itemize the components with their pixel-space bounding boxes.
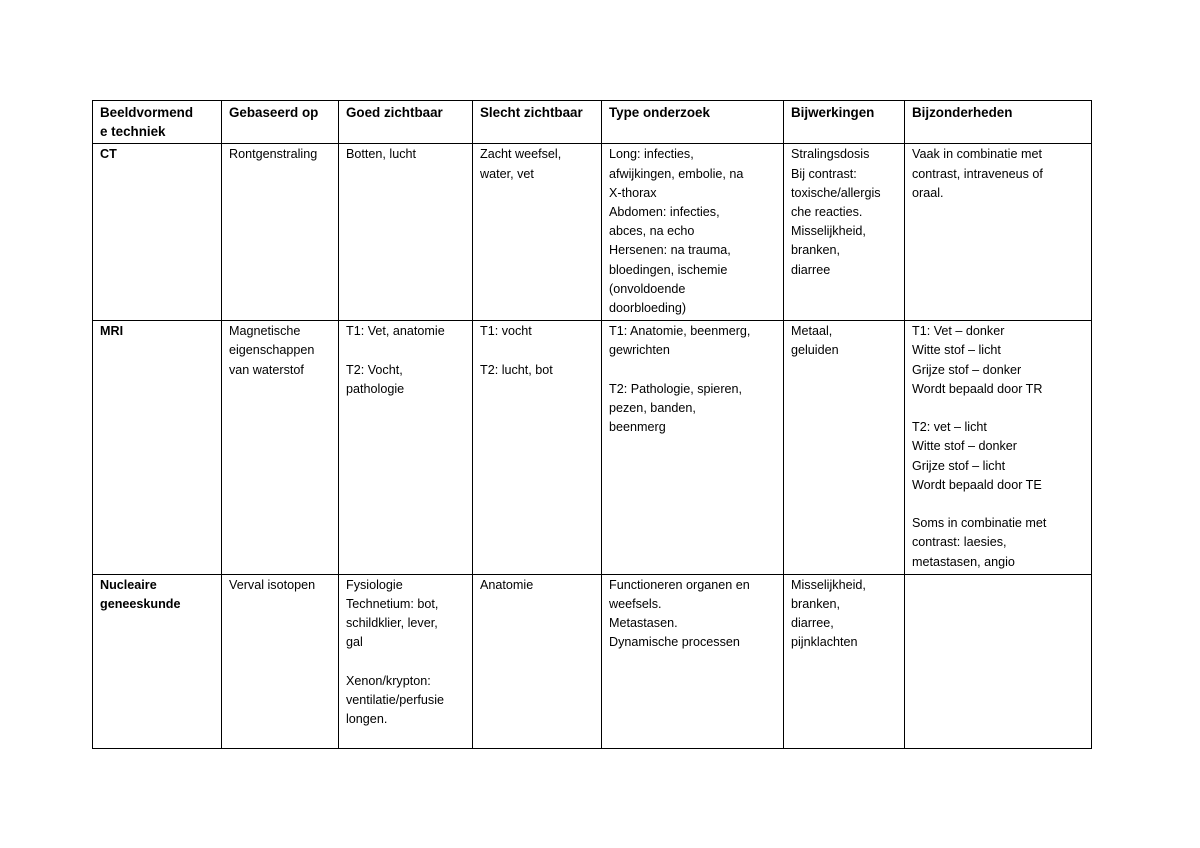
cell-notes: [905, 574, 1092, 748]
header-poor-visible: Slecht zichtbaar: [473, 101, 602, 144]
header-good-visible: Goed zichtbaar: [339, 101, 473, 144]
table-row: [93, 321, 1092, 575]
cell-technique: CT: [93, 144, 222, 321]
table-row: [93, 574, 1092, 748]
header-based-on: Gebaseerd op: [222, 101, 339, 144]
cell-based-on: Verval isotopen: [222, 574, 339, 748]
cell-notes: T1: Vet – donker Witte stof – licht Grijze stof – donker Wordt bepaald door TR T2: vet – licht Witte stof – donker Grijze stof – licht Wordt bepaald door TE Soms in combinatie met contrast: laesies, metastasen, angio: [905, 321, 1092, 575]
cell-good-visible: Botten, lucht: [339, 144, 473, 321]
cell-side-effects: Misselijkheid, branken, diarree, pijnklachten: [784, 574, 905, 748]
cell-side-effects: Stralingsdosis Bij contrast: toxische/allergis che reacties. Misselijkheid, branken, diarree: [784, 144, 905, 321]
table-row: [93, 144, 1092, 321]
header-notes: Bijzonderheden: [905, 101, 1092, 144]
cell-notes: Vaak in combinatie met contrast, intraveneus of oraal.: [905, 144, 1092, 321]
cell-exam-type: T1: Anatomie, beenmerg, gewrichten T2: Pathologie, spieren, pezen, banden, beenmerg: [602, 321, 784, 575]
cell-exam-type: Functioneren organen en weefsels. Metastasen. Dynamische processen: [602, 574, 784, 748]
cell-poor-visible: Anatomie: [473, 574, 602, 748]
cell-poor-visible: T1: vocht T2: lucht, bot: [473, 321, 602, 575]
header-side-effects: Bijwerkingen: [784, 101, 905, 144]
cell-poor-visible: Zacht weefsel, water, vet: [473, 144, 602, 321]
cell-good-visible: T1: Vet, anatomie T2: Vocht, pathologie: [339, 321, 473, 575]
header-technique: Beeldvormend e techniek: [93, 101, 222, 144]
table-header-row: [93, 101, 1092, 144]
cell-based-on: Rontgenstraling: [222, 144, 339, 321]
header-exam-type: Type onderzoek: [602, 101, 784, 144]
cell-technique: Nucleaire geneeskunde: [93, 574, 222, 748]
imaging-techniques-table: [92, 100, 1092, 749]
cell-exam-type: Long: infecties, afwijkingen, embolie, na X-thorax Abdomen: infecties, abces, na echo Hersenen: na trauma, bloedingen, ischemie (onvoldoende doorbloeding): [602, 144, 784, 321]
cell-good-visible: Fysiologie Technetium: bot, schildklier, lever, gal Xenon/krypton: ventilatie/perfusie longen.: [339, 574, 473, 748]
cell-technique: MRI: [93, 321, 222, 575]
cell-side-effects: Metaal, geluiden: [784, 321, 905, 575]
cell-based-on: Magnetische eigenschappen van waterstof: [222, 321, 339, 575]
